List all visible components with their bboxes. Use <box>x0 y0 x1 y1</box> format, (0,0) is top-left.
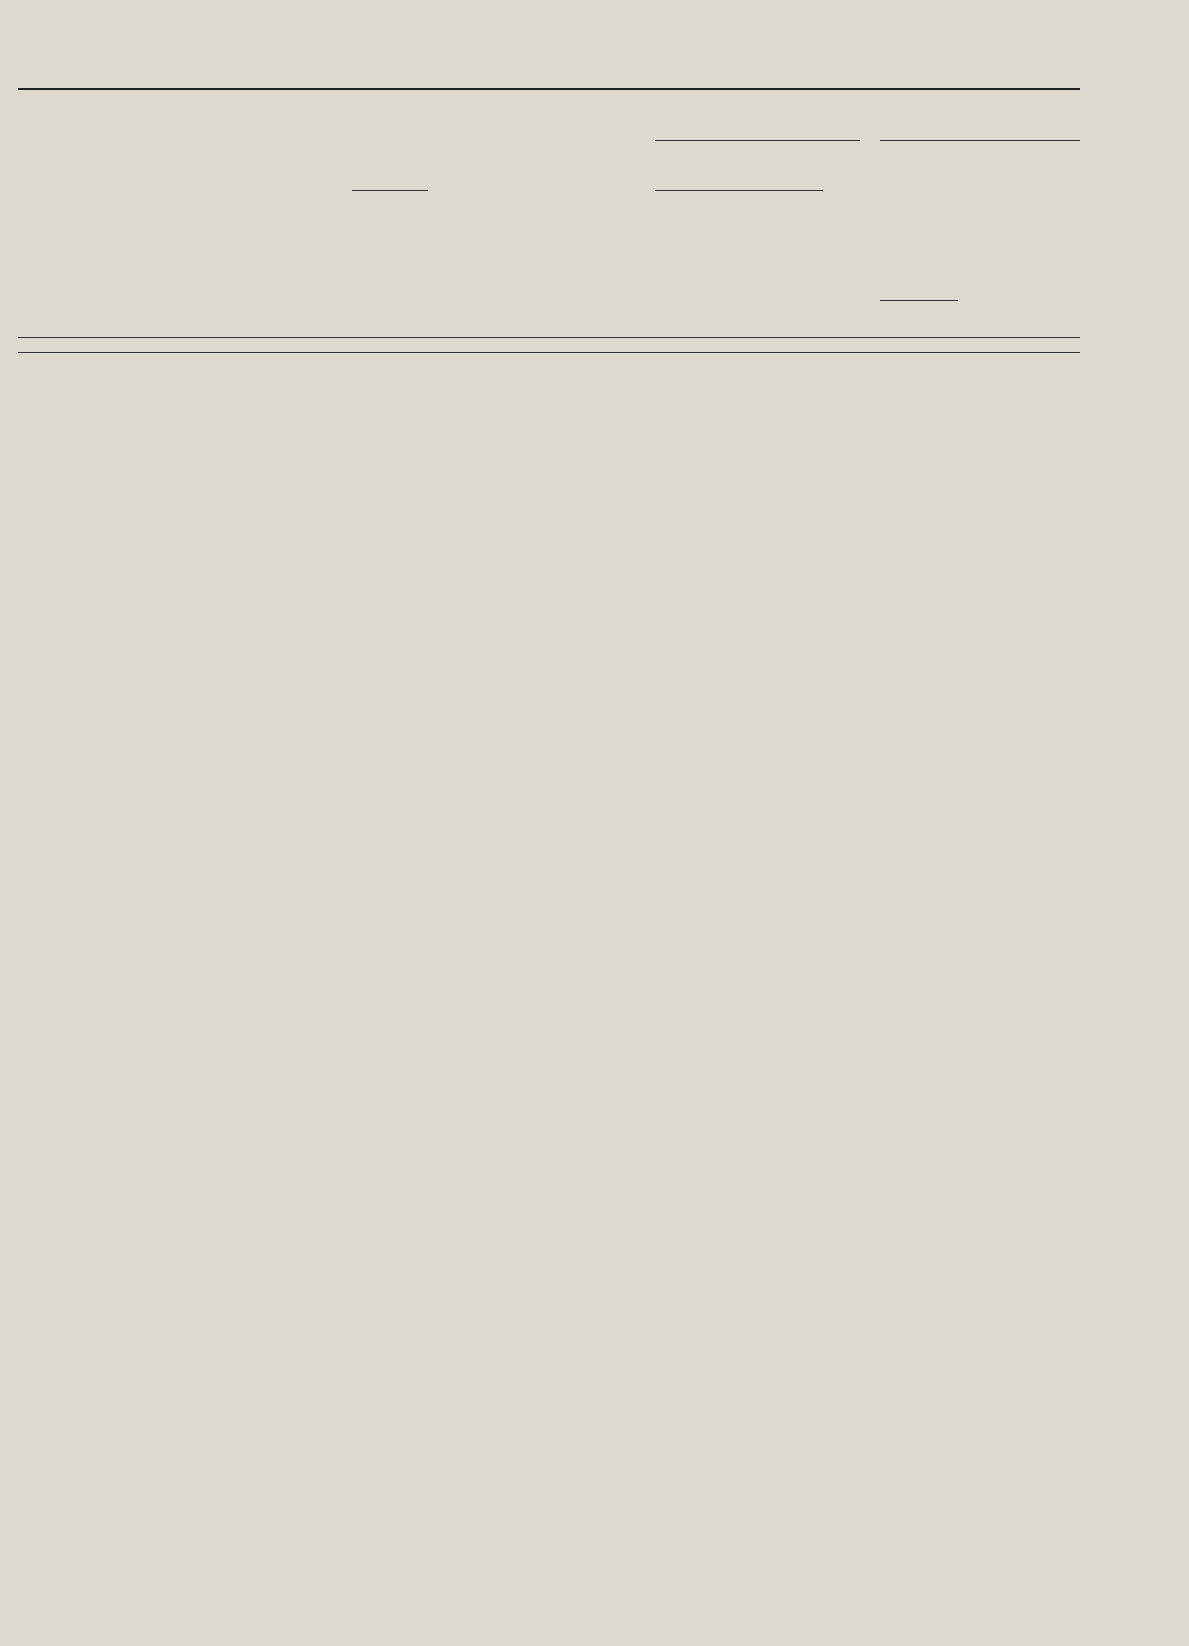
buildings-split <box>655 140 860 141</box>
table-top-border <box>18 88 1080 90</box>
occupied-split <box>880 140 1080 141</box>
count-split <box>880 300 958 301</box>
colnum-bottom-border <box>18 352 1080 353</box>
sub-split <box>655 190 823 191</box>
header-bottom-border <box>18 337 1080 338</box>
land-split <box>352 190 428 191</box>
